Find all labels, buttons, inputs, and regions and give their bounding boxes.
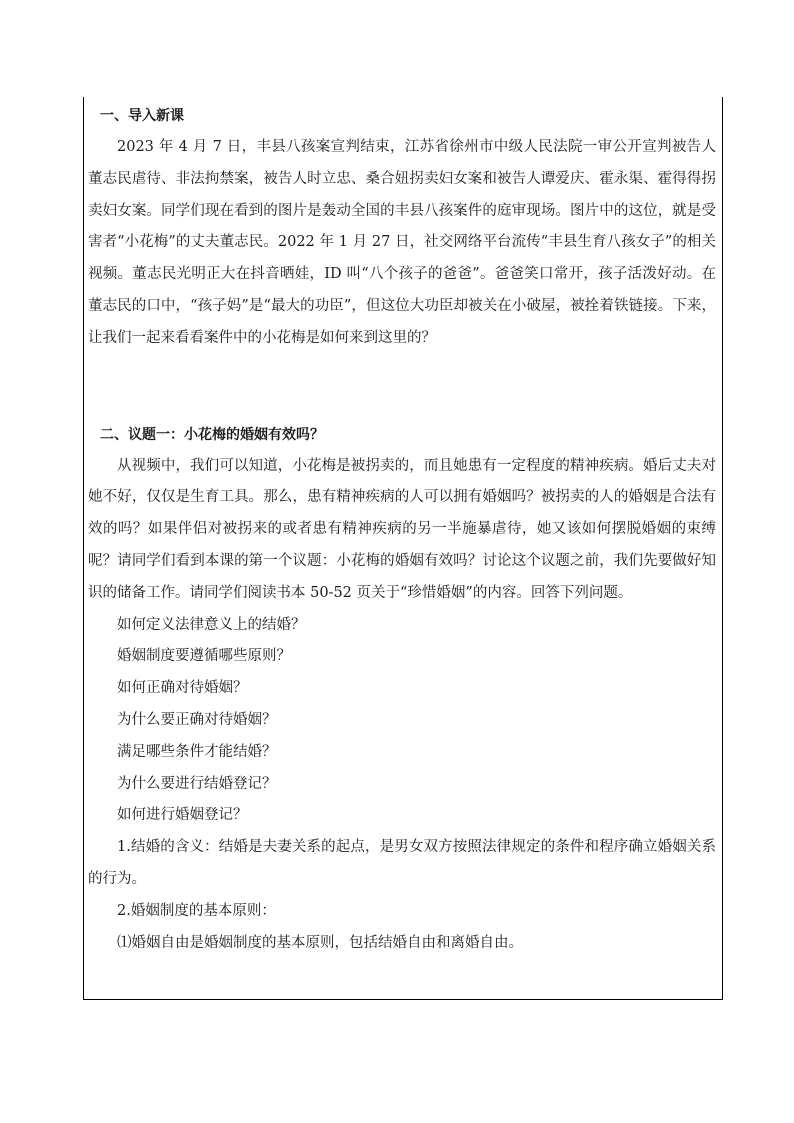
question-item: 为什么要进行结婚登记？: [117, 775, 277, 792]
question-item: 如何进行婚姻登记？: [117, 807, 248, 824]
question-item: 如何正确对待婚姻？: [117, 680, 248, 697]
cell-content: [88, 100, 716, 959]
question-item: 如何定义法律意义上的结婚？: [117, 616, 306, 633]
question-item: 为什么要正确对待婚姻？: [117, 711, 277, 728]
section-heading-intro: 一、导入新课: [100, 108, 184, 124]
blank-space: [88, 355, 716, 419]
section-heading-topic-one: 二、议题一：小花梅的婚姻有效吗？: [100, 426, 324, 443]
question-item: 满足哪些条件才能结婚？: [117, 743, 277, 760]
point-marriage-definition: 1.结婚的含义：结婚是夫妻关系的起点，是男女双方按照法律规定的条件和程序确立婚姻关系的行为。: [88, 839, 716, 887]
question-item: 婚姻制度要遵循哪些原则？: [117, 648, 291, 665]
intro-paragraph: 2023 年 4 月 7 日，丰县八孩案宣判结束，江苏省徐州市中级人民法院一审公开宣判被告人董志民虐待、非法拘禁案，被告人时立忠、桑合妞拐卖妇女案和被告人谭爱庆、霍永渠、霍得得拐卖妇女案。同学们现在看到的图片是轰动全国的丰县八孩案件的庭审现场。图片中的这位，就是受害者“小花梅”的丈夫董志民。2022 年 1 月 27 日，社交网络平台流传“丰县生育八孩女子”的相关视频。董志民光明正大在抖音晒娃，ID 叫“八个孩子的爸爸”。爸爸笑口常开，孩子活泼好动。在董志民的口中，“孩子妈”是“最大的功臣”，但这位大功臣却被关在小破屋，被拴着铁链接。下来，让我们一起来看看案件中的小花梅是如何来到这里的？: [88, 139, 716, 346]
point-marriage-principles: 2.婚姻制度的基本原则：: [117, 902, 276, 919]
topic-one-paragraph: 从视频中，我们可以知道，小花梅是被拐卖的，而且她患有一定程度的精神疾病。婚后丈夫对她不好，仅仅是生育工具。那么，患有精神疾病的人可以拥有婚姻吗？被拐卖的人的婚姻是合法有效的吗？如果伴侣对被拐来的或者患有精神疾病的另一半施暴虐待，她又该如何摆脱婚姻的束缚呢？请同学们看到本课的第一个议题：小花梅的婚姻有效吗？讨论这个议题之前，我们先要做好知识的储备工作。请同学们阅读书本 50-52 页关于“珍惜婚姻”的内容。回答下列问题。: [88, 457, 716, 601]
point-marriage-freedom: ⑴婚姻自由是婚姻制度的基本原则，包括结婚自由和离婚自由。: [117, 934, 523, 951]
